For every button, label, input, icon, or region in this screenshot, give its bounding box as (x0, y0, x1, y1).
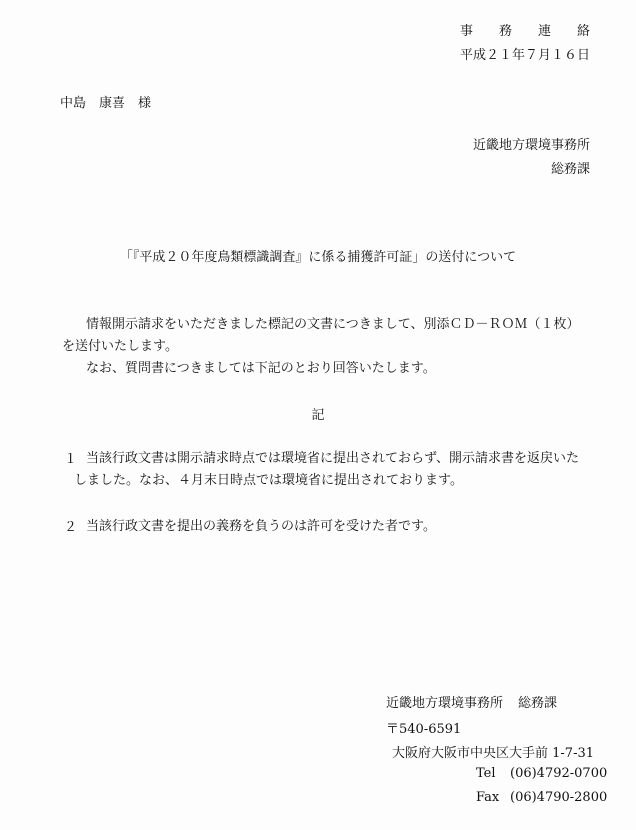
document-type: 事務連絡 (459, 24, 616, 39)
footer-tel-number: (06)4792-0700 (510, 766, 608, 781)
sender-organization: 近畿地方環境事務所 (472, 138, 590, 153)
recipient-name: 中島 康喜 様 (60, 96, 152, 111)
body-paragraph-2: なお、質問書につきましては下記のとおり回答いたします。 (86, 361, 436, 376)
footer-postal-code: 〒540-6591 (386, 722, 462, 737)
sender-department: 総務課 (550, 162, 590, 177)
item-2-line-1: 当該行政文書を提出の義務を負うのは許可を受けた者です。 (86, 519, 436, 534)
ki-heading: 記 (311, 408, 325, 423)
item-1-number: １ (64, 452, 78, 467)
item-2-number: ２ (64, 520, 78, 535)
footer-organization: 近畿地方環境事務所 (386, 696, 504, 711)
body-paragraph-1-line-2: を送付いたします。 (62, 339, 178, 354)
subject-line: 「『平成２０年度鳥類標識調査』に係る捕獲許可証」の送付について (119, 250, 517, 265)
body-paragraph-1-line-1: 情報開示請求をいただきました標記の文書につきまして、別添ＣＤ－ＲＯＭ（１枚） (86, 317, 580, 332)
item-1-line-1: 当該行政文書は開示請求時点では環境省に提出されておらず、開示請求書を返戻いた (86, 451, 579, 466)
footer-fax-label: Fax (476, 790, 500, 805)
footer-address: 大阪府大阪市中央区大手前 1-7-31 (392, 746, 595, 761)
document-date: 平成２１年７月１６日 (459, 48, 590, 63)
footer-fax-number: (06)4790-2800 (510, 790, 608, 805)
footer-department: 総務課 (518, 696, 558, 711)
item-1-line-2: しました。なお、４月末日時点では環境省に提出されております。 (74, 473, 463, 488)
footer-tel-label: Tel (476, 766, 496, 781)
